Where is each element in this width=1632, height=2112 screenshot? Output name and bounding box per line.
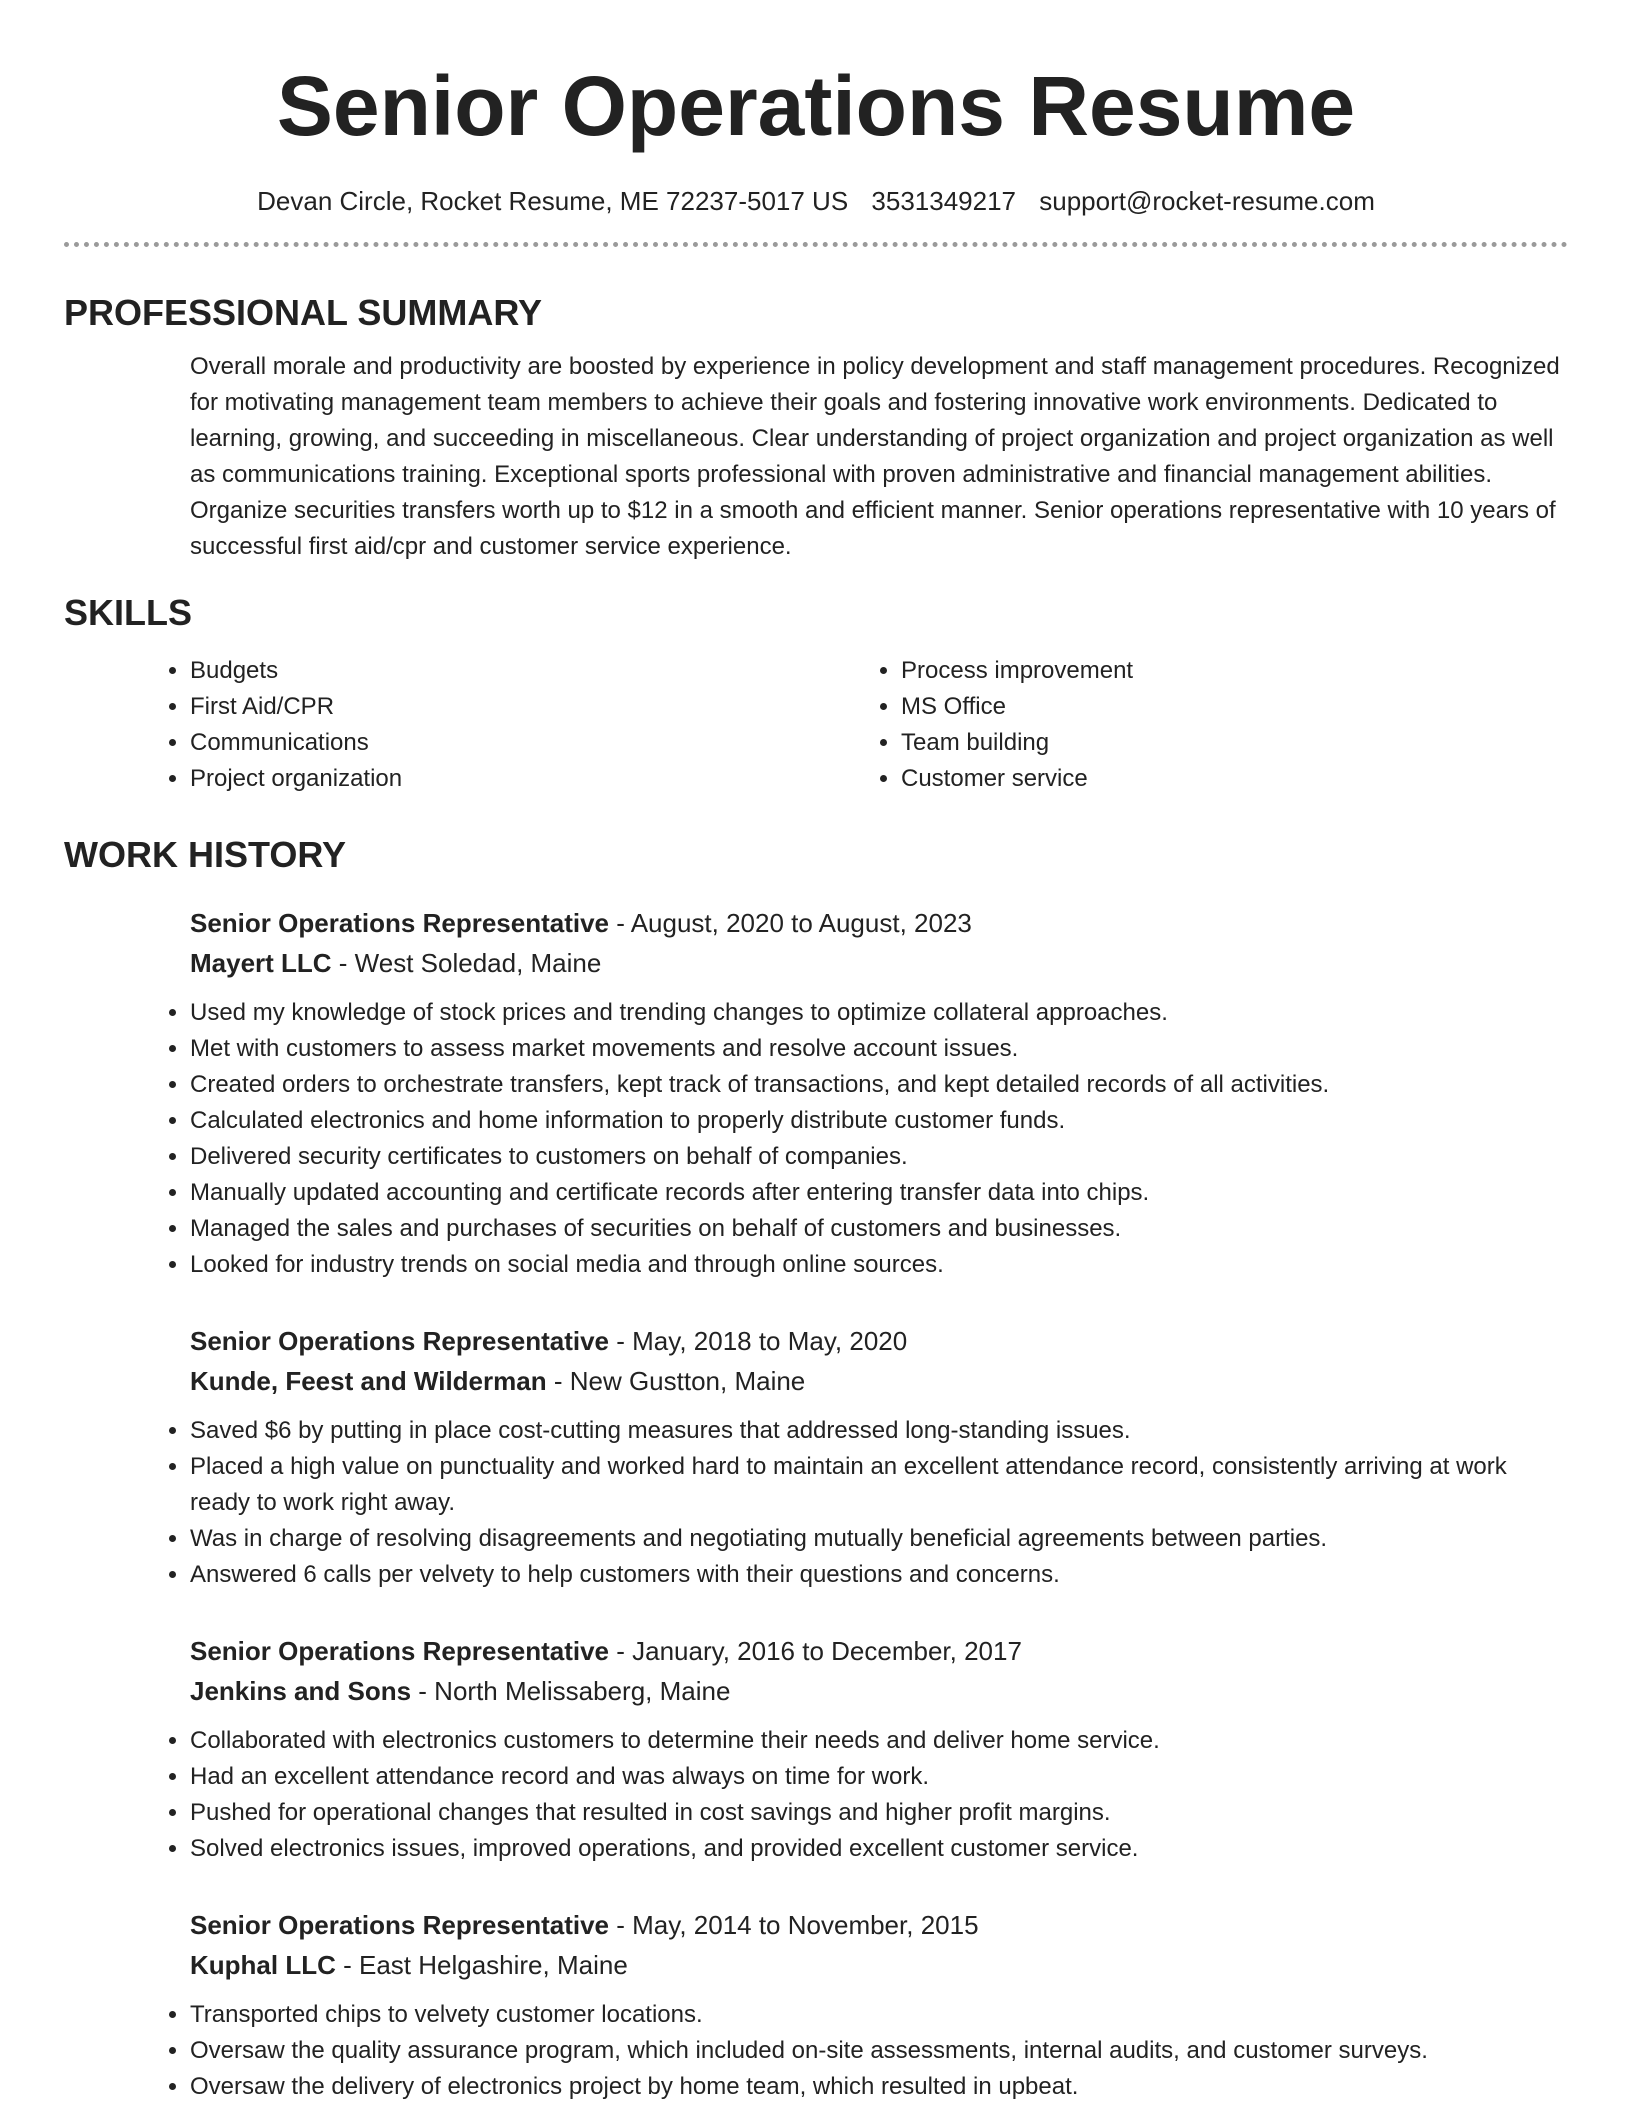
job-bullet: • Answered 6 calls per velvety to help customers with their questions and concerns. xyxy=(190,1557,1568,1593)
job-entry xyxy=(190,1905,1568,2105)
job-bullets xyxy=(146,1413,1568,1593)
skill-item: • First Aid/CPR xyxy=(190,689,857,725)
skill-item: • Budgets xyxy=(190,653,857,689)
job-dates: - May, 2018 to May, 2020 xyxy=(609,1326,908,1356)
job-entry xyxy=(190,903,1568,1283)
skill-item: • Communications xyxy=(190,725,857,761)
job-dates: - August, 2020 to August, 2023 xyxy=(609,908,972,938)
job-location: - New Gustton, Maine xyxy=(546,1366,806,1396)
job-title-line xyxy=(190,903,1568,943)
job-bullet: • Looked for industry trends on social media and through online sources. xyxy=(190,1247,1568,1283)
job-bullets xyxy=(146,995,1568,1283)
job-company: Kunde, Feest and Wilderman xyxy=(190,1366,547,1396)
skill-item: • Process improvement xyxy=(901,653,1568,689)
job-company: Jenkins and Sons xyxy=(190,1676,412,1706)
skills-heading: SKILLS xyxy=(64,592,193,633)
job-bullet: • Used my knowledge of stock prices and trending changes to optimize collateral approaches. xyxy=(190,995,1568,1031)
job-title: Senior Operations Representative xyxy=(190,908,610,938)
job-bullets xyxy=(146,1997,1568,2105)
job-bullet: • Saved $6 by putting in place cost-cutting measures that addressed long-standing issues. xyxy=(190,1413,1568,1449)
job-bullet: • Managed the sales and purchases of securities on behalf of customers and businesses. xyxy=(190,1211,1568,1247)
summary-text: Overall morale and productivity are boosted by experience in policy development and staff management procedures. Recognized for motivating management team members to achieve their goals and fostering innovative work environments. Dedicated to learning, growing, and succeeding in miscellaneous. Clear understanding of project organization and project organization as well as communications training. Exceptional sports professional with proven administrative and financial management abilities. Organize securities transfers worth up to $12 in a smooth and efficient manner. Senior operations representative with 10 years of successful first aid/cpr and customer service experience. xyxy=(190,353,1560,560)
job-location: - West Soledad, Maine xyxy=(331,948,602,978)
job-bullet: • Pushed for operational changes that resulted in cost savings and higher profit margins. xyxy=(190,1795,1568,1831)
job-dates: - January, 2016 to December, 2017 xyxy=(609,1636,1022,1666)
job-entry xyxy=(190,1321,1568,1593)
skill-item: • MS Office xyxy=(901,689,1568,725)
job-bullet: • Collaborated with electronics customers to determine their needs and deliver home service. xyxy=(190,1723,1568,1759)
job-location: - East Helgashire, Maine xyxy=(335,1950,628,1980)
job-title-line xyxy=(190,1631,1568,1671)
job-company-line xyxy=(190,943,1568,983)
skills-list xyxy=(146,653,1568,797)
skill-item: • Project organization xyxy=(190,761,857,797)
skill-item: • Team building xyxy=(901,725,1568,761)
job-bullet: • Placed a high value on punctuality and worked hard to maintain an excellent attendance record, consistently arriving at work ready to work right away. xyxy=(190,1449,1568,1521)
job-company-line xyxy=(190,1671,1568,1711)
work-history-list xyxy=(190,903,1568,2105)
job-dates: - May, 2014 to November, 2015 xyxy=(609,1910,979,1940)
job-location: - North Melissaberg, Maine xyxy=(411,1676,731,1706)
job-bullet: • Oversaw the delivery of electronics project by home team, which resulted in upbeat. xyxy=(190,2069,1568,2105)
contact-email: support@rocket-resume.com xyxy=(1039,186,1375,216)
skills-column-right xyxy=(857,653,1568,797)
job-title: Senior Operations Representative xyxy=(190,1326,610,1356)
job-entry xyxy=(190,1631,1568,1867)
job-bullet: • Was in charge of resolving disagreements and negotiating mutually beneficial agreements between parties. xyxy=(190,1521,1568,1557)
skills-column-left xyxy=(146,653,857,797)
header-divider xyxy=(64,242,1568,247)
contact-line xyxy=(64,184,1568,218)
work-history-heading: WORK HISTORY xyxy=(64,834,347,875)
job-title-line xyxy=(190,1321,1568,1361)
job-bullet: • Delivered security certificates to customers on behalf of companies. xyxy=(190,1139,1568,1175)
job-bullet: • Had an excellent attendance record and was always on time for work. xyxy=(190,1759,1568,1795)
job-title-line xyxy=(190,1905,1568,1945)
job-company: Kuphal LLC xyxy=(190,1950,336,1980)
contact-address: Devan Circle, Rocket Resume, ME 72237-5017 US xyxy=(257,186,849,216)
job-company-line xyxy=(190,1361,1568,1401)
job-bullet: • Transported chips to velvety customer locations. xyxy=(190,1997,1568,2033)
job-bullet: • Met with customers to assess market movements and resolve account issues. xyxy=(190,1031,1568,1067)
job-title: Senior Operations Representative xyxy=(190,1910,610,1940)
job-title: Senior Operations Representative xyxy=(190,1636,610,1666)
job-bullet: • Created orders to orchestrate transfers, kept track of transactions, and kept detailed records of all activities. xyxy=(190,1067,1568,1103)
job-bullet: • Solved electronics issues, improved operations, and provided excellent customer service. xyxy=(190,1831,1568,1867)
job-bullets xyxy=(146,1723,1568,1867)
page-title: Senior Operations Resume xyxy=(276,59,1356,153)
skill-item: • Customer service xyxy=(901,761,1568,797)
job-bullet: • Manually updated accounting and certificate records after entering transfer data into chips. xyxy=(190,1175,1568,1211)
job-company-line xyxy=(190,1945,1568,1985)
job-bullet: • Oversaw the quality assurance program, which included on-site assessments, internal audits, and customer surveys. xyxy=(190,2033,1568,2069)
job-company: Mayert LLC xyxy=(190,948,332,978)
contact-phone: 3531349217 xyxy=(871,186,1017,216)
summary-heading: PROFESSIONAL SUMMARY xyxy=(64,292,543,333)
job-bullet: • Calculated electronics and home information to properly distribute customer funds. xyxy=(190,1103,1568,1139)
